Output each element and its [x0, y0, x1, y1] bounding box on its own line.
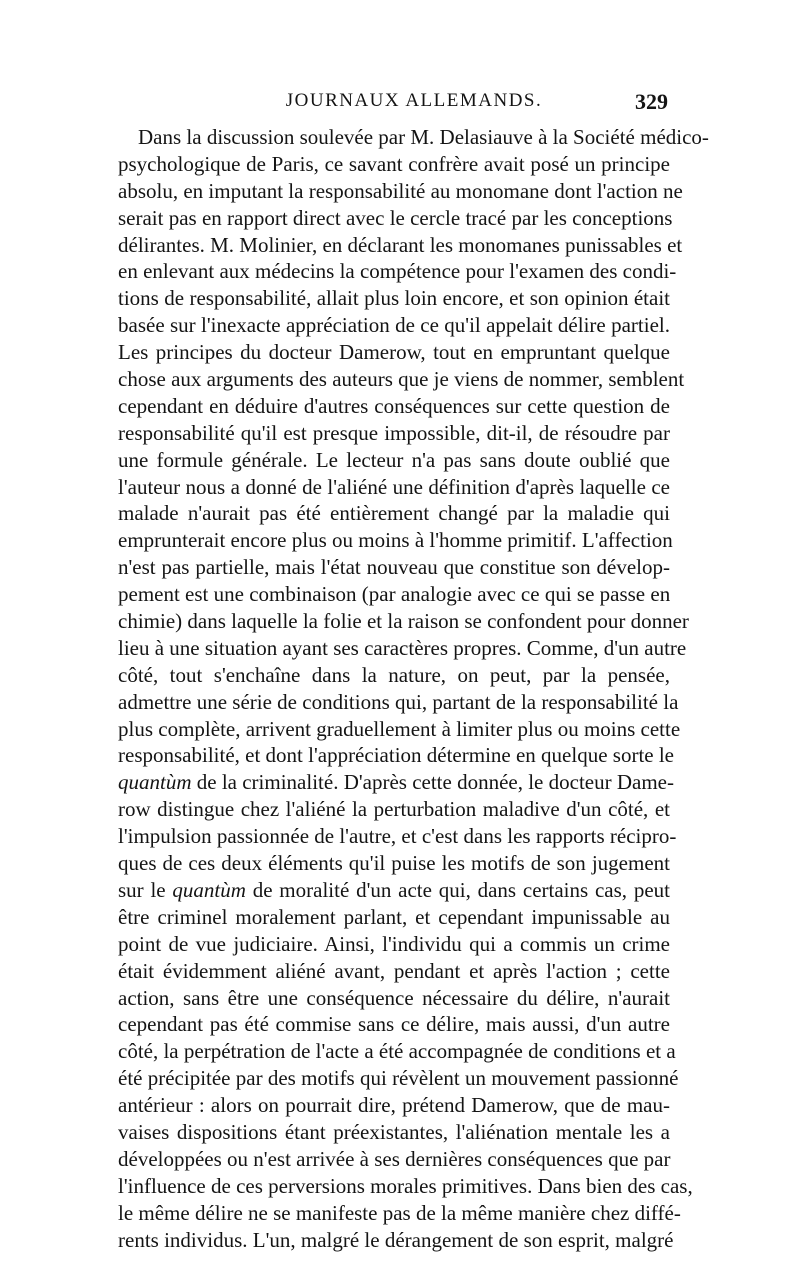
text-line: l'impulsion passionnée de l'autre, et c'est dans les rapports récipro- [118, 824, 677, 849]
text-line: basée sur l'inexacte appréciation de ce qu'il appelait délire partiel. [118, 313, 670, 338]
text-line: Dans la discussion soulevée par M. Delasiauve à la Société médico- [138, 125, 709, 149]
text-line: Les principes du docteur Damerow, tout en empruntant quelque [118, 340, 670, 365]
text-line: psychologique de Paris, ce savant confrère avait posé un principe [118, 151, 670, 176]
text-line: être criminel moralement parlant, et cependant impunissable au [118, 904, 670, 929]
text-line: côté, la perpétration de l'acte a été accompagnée de conditions et a [118, 1039, 676, 1064]
text-line: rents individus. L'un, malgré le dérangement de son esprit, malgré [118, 1227, 674, 1252]
text-line: le même délire ne se manifeste pas de la même manière chez diffé- [118, 1200, 681, 1225]
text-line: chimie) dans laquelle la folie et la raison se confondent pour donner [118, 609, 689, 634]
text-line: cependant en déduire d'autres conséquences sur cette question de [118, 393, 670, 418]
text-line: point de vue judiciaire. Ainsi, l'individu qui a commis un crime [118, 931, 670, 956]
text-fragment: de la criminalité. D'après cette donnée, le docteur Dame- [191, 770, 674, 795]
text-line: action, sans être une conséquence nécessaire du délire, n'aurait [118, 985, 670, 1010]
text-line: tions de responsabilité, allait plus loin encore, et son opinion était [118, 286, 670, 311]
text-line: été précipitée par des motifs qui révèlent un mouvement passionné [118, 1066, 679, 1091]
text-line: côté, tout s'enchaîne dans la nature, on peut, par la pensée, [118, 662, 670, 687]
text-line: admettre une série de conditions qui, partant de la responsabilité la [118, 689, 679, 714]
text-line [118, 877, 670, 904]
text-line: une formule générale. Le lecteur n'a pas sans doute oublié que [118, 447, 670, 472]
text-line: malade n'aurait pas été entièrement changé par la maladie qui [118, 501, 670, 526]
text-line: cependant pas été commise sans ce délire, mais aussi, d'un autre [118, 1012, 670, 1037]
text-line [118, 769, 674, 796]
text-line: délirantes. M. Molinier, en déclarant les monomanes punissables et [118, 232, 683, 257]
italic-term: quantùm [118, 770, 192, 795]
text-line: ques de ces deux éléments qu'il puise les motifs de son jugement [118, 851, 670, 876]
text-line: absolu, en imputant la responsabilité au monomane dont l'action ne [118, 178, 683, 203]
text-line: vaises dispositions étant préexistantes, l'aliénation mentale les a [118, 1119, 670, 1144]
text-line: plus complète, arrivent graduellement à limiter plus ou moins cette [118, 716, 681, 741]
italic-term: quantùm [172, 877, 246, 902]
text-line: serait pas en rapport direct avec le cercle tracé par les conceptions [118, 205, 673, 230]
running-title: JOURNAUX ALLEMANDS. [285, 90, 543, 111]
text-line: l'influence de ces perversions morales primitives. Dans bien des cas, [118, 1173, 693, 1198]
text-fragment: sur le [118, 877, 173, 902]
text-line: était évidemment aliéné avant, pendant et après l'action ; cette [118, 958, 670, 983]
text-line: n'est pas partielle, mais l'état nouveau que constitue son dévelop- [118, 555, 670, 580]
text-line: pement est une combinaison (par analogie avec ce qui se passe en [118, 582, 671, 607]
text-line: chose aux arguments des auteurs que je viens de nommer, semblent [118, 367, 685, 392]
text-line: l'auteur nous a donné de l'aliéné une définition d'après laquelle ce [118, 474, 670, 499]
text-line: en enlevant aux médecins la compétence pour l'examen des condi- [118, 259, 677, 284]
text-line: développées ou n'est arrivée à ses dernières conséquences que par [118, 1146, 671, 1171]
text-line: antérieur : alors on pourrait dire, prétend Damerow, que de mau- [118, 1093, 670, 1118]
running-head [118, 90, 670, 120]
text-fragment: de moralité d'un acte qui, dans certains cas, peut [245, 877, 670, 902]
page-number: 329 [635, 89, 668, 114]
text-line: responsabilité, et dont l'appréciation détermine en quelque sorte le [118, 743, 675, 768]
text-line: lieu à une situation ayant ses caractères propres. Comme, d'un autre [118, 635, 687, 660]
text-line: emprunterait encore plus ou moins à l'homme primitif. L'affection [118, 528, 673, 553]
body-text [118, 124, 709, 1253]
text-line: row distingue chez l'aliéné la perturbation maladive d'un côté, et [118, 797, 670, 822]
text-line: responsabilité qu'il est presque impossible, dit-il, de résoudre par [118, 420, 670, 445]
